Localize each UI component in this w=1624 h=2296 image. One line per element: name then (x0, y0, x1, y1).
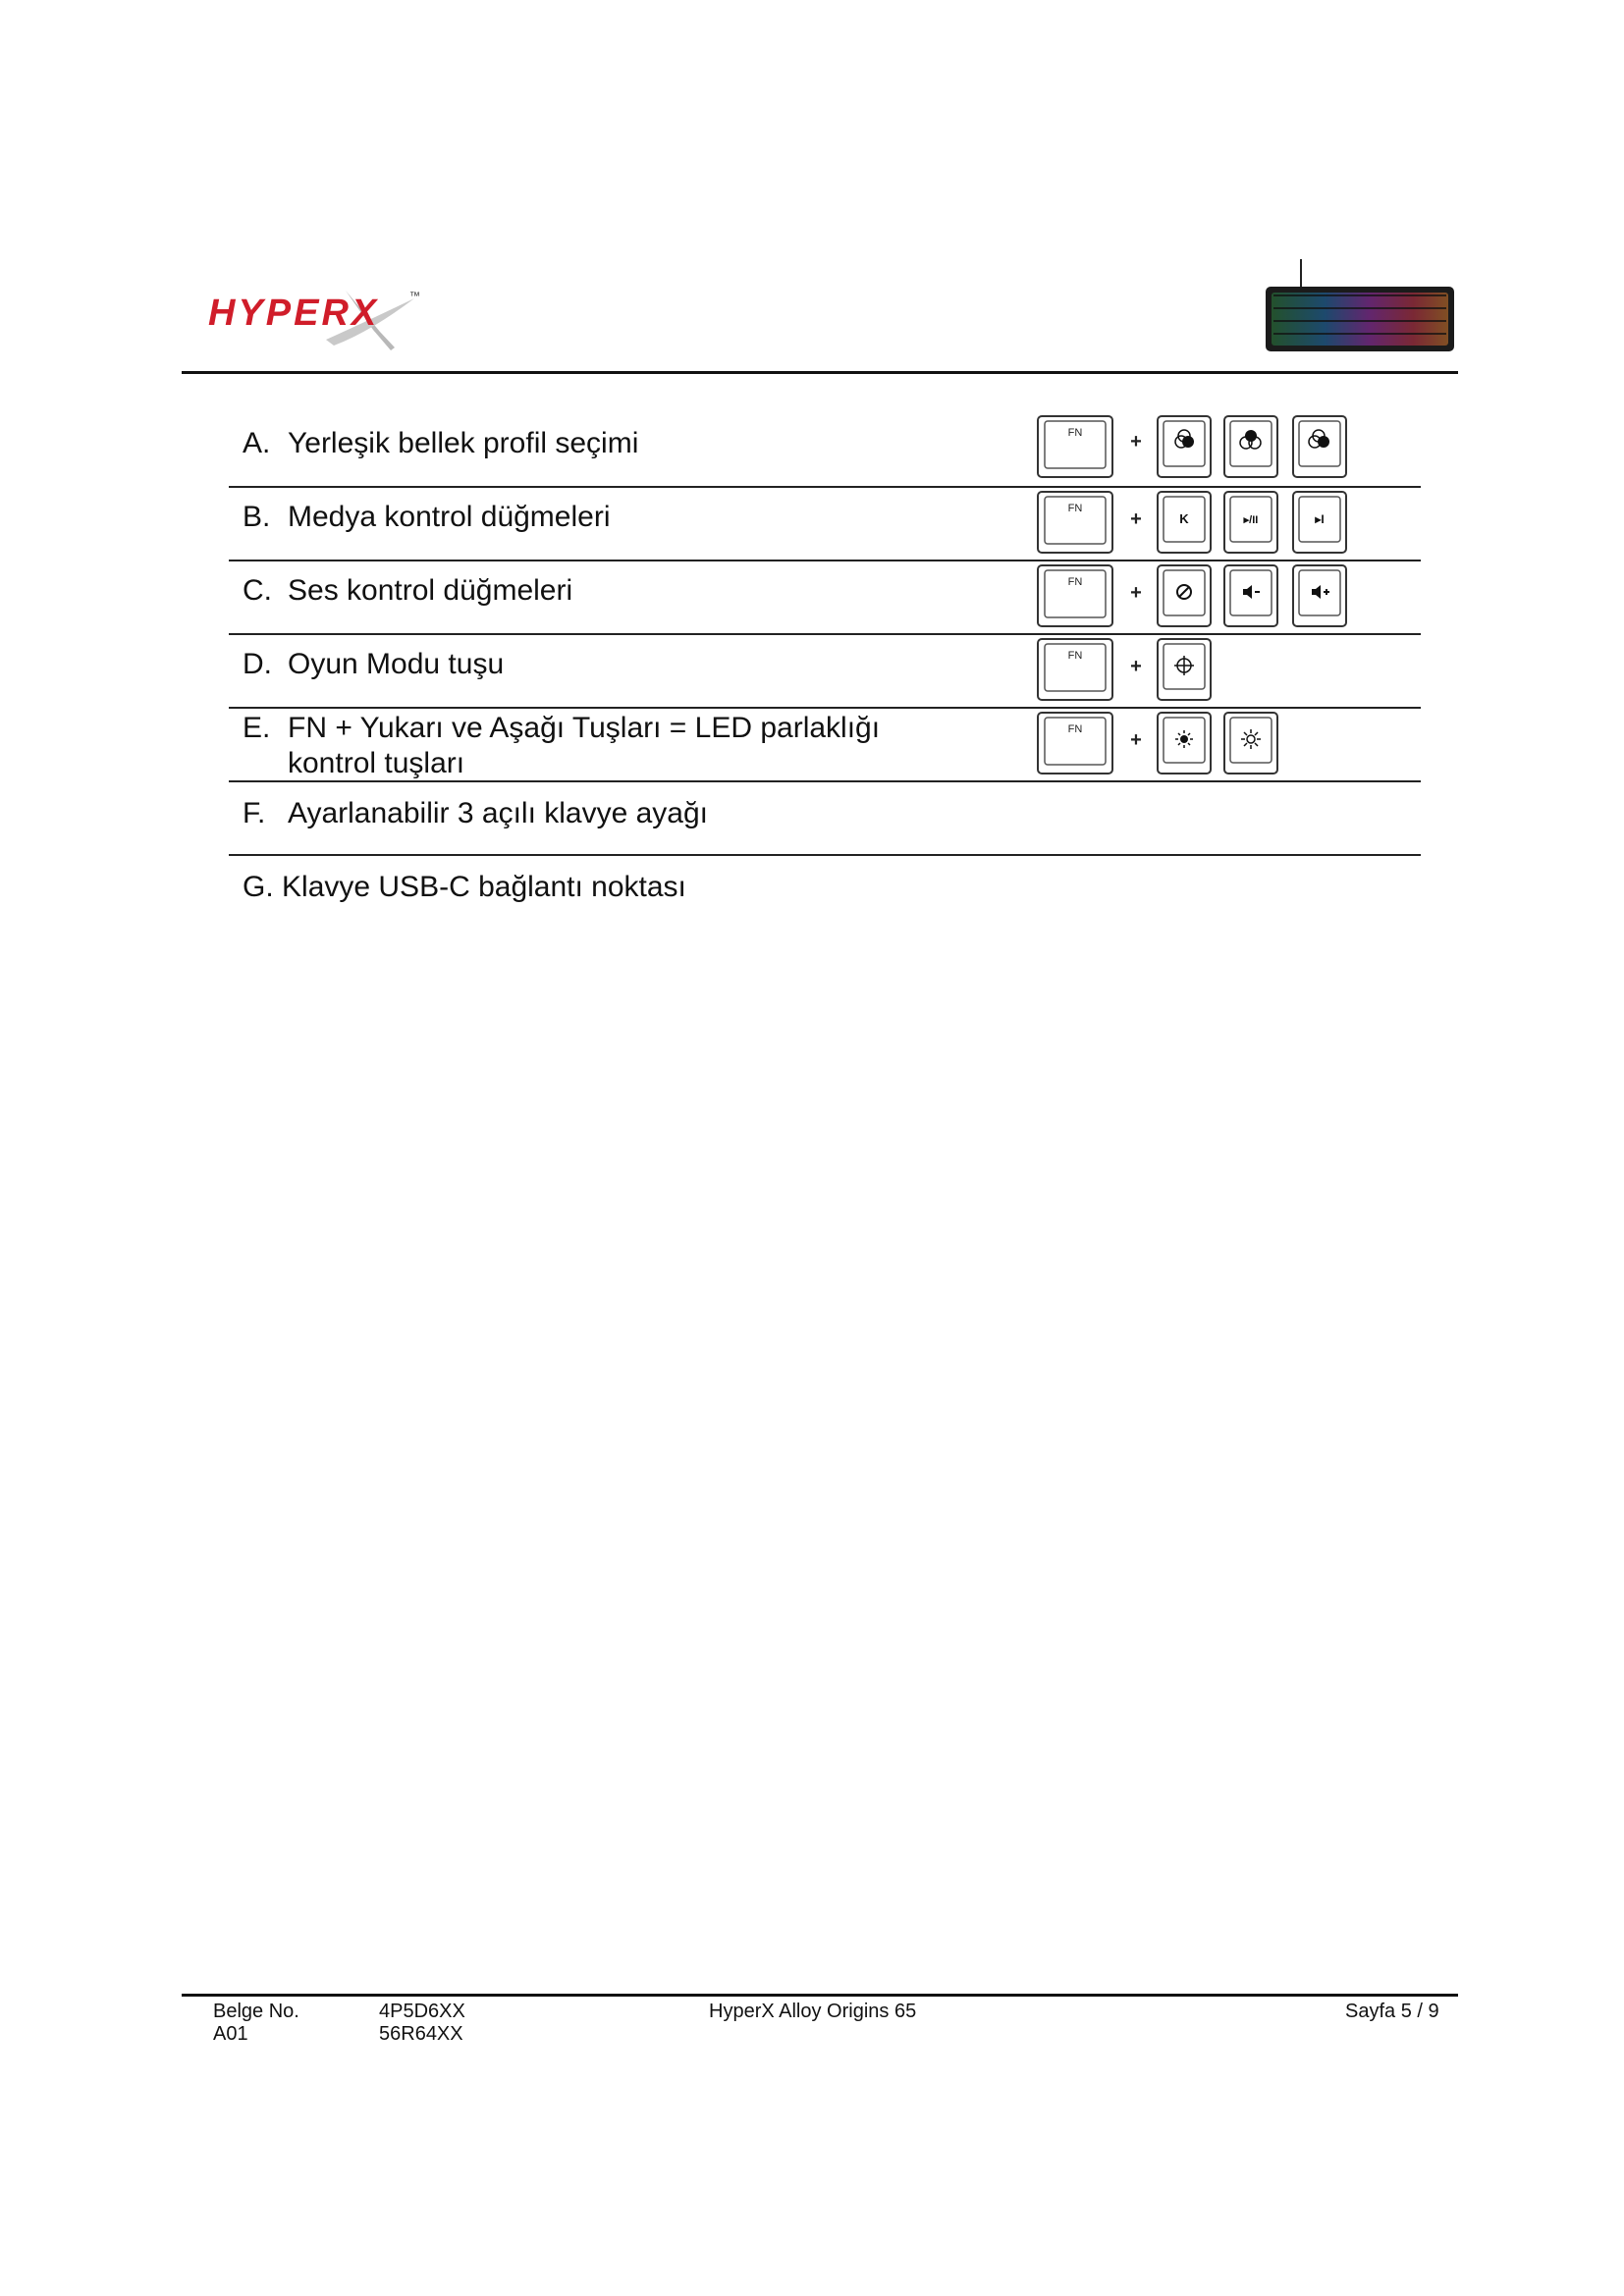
fn-key-icon (1038, 639, 1112, 700)
game-mode-icon (1158, 639, 1211, 700)
play-pause-label: ▸/II (1243, 514, 1259, 526)
volume-up-icon (1293, 565, 1346, 626)
next-label: ▸I (1315, 512, 1325, 526)
next-track-icon (1293, 492, 1346, 553)
item-text: Oyun Modu tuşu (288, 648, 505, 680)
list-item-d (229, 635, 1421, 709)
fn-label: FN (1067, 503, 1083, 514)
profile-1-icon (1158, 416, 1211, 477)
hyperx-logo (208, 283, 434, 361)
item-label (243, 647, 504, 682)
plus-icon: + (1130, 582, 1142, 604)
fn-key-icon (1038, 565, 1112, 626)
item-letter: C. (243, 574, 272, 607)
list-item-c (229, 561, 1421, 635)
list-item-e (229, 709, 1421, 782)
fn-label: FN (1067, 650, 1083, 662)
fn-key-icon (1038, 416, 1112, 477)
item-text-line-2: kontrol tuşları (288, 747, 465, 779)
fn-key-icon (1038, 492, 1112, 553)
item-label (243, 573, 572, 609)
key-combo-a (1036, 414, 1389, 488)
list-item-b (229, 488, 1421, 561)
footer-product: HyperX Alloy Origins 65 (709, 2001, 917, 2022)
item-letter: G. (243, 871, 274, 903)
item-letter: A. (243, 427, 271, 459)
mute-icon (1158, 565, 1211, 626)
brightness-down-icon (1158, 713, 1211, 774)
logo-wordmark: HYPERX (208, 293, 380, 334)
fn-label: FN (1067, 723, 1083, 735)
item-text: Medya kontrol düğmeleri (288, 501, 611, 533)
item-letter: F. (243, 797, 266, 829)
doc-no-label: Belge No. (213, 2001, 299, 2022)
item-letter: D. (243, 648, 272, 680)
item-label (243, 796, 708, 831)
item-text: Klavye USB-C bağlantı noktası (282, 871, 686, 903)
list-item-a (229, 414, 1421, 488)
item-text: FN + Yukarı ve Aşağı Tuşları = LED parlaklığı (288, 712, 881, 744)
plus-icon: + (1130, 508, 1142, 530)
profile-2-icon (1224, 416, 1277, 477)
previous-track-icon (1158, 492, 1211, 553)
fn-key-icon (1038, 713, 1112, 774)
logo-trademark: ™ (409, 291, 420, 302)
brightness-up-icon (1224, 713, 1277, 774)
item-label (243, 500, 611, 535)
fn-label: FN (1067, 427, 1083, 439)
plus-icon: + (1130, 656, 1142, 677)
key-combo-e (1036, 709, 1330, 782)
revision: A01 (213, 2023, 248, 2045)
item-label (243, 426, 638, 461)
previous-label: K (1179, 511, 1189, 526)
plus-icon: + (1130, 729, 1142, 751)
doc-code-2: 56R64XX (379, 2023, 463, 2045)
doc-code-1: 4P5D6XX (379, 2001, 465, 2022)
play-pause-icon (1224, 492, 1277, 553)
item-text: Ayarlanabilir 3 açılı klavye ayağı (288, 797, 708, 829)
item-label (243, 711, 880, 781)
footer-doc-codes (379, 2001, 465, 2046)
footer-doc-info (213, 2001, 299, 2046)
item-text: Yerleşik bellek profil seçimi (288, 427, 639, 459)
item-letter: B. (243, 501, 271, 533)
key-combo-d (1036, 635, 1291, 709)
list-item-g (229, 856, 1421, 930)
profile-3-icon (1293, 416, 1346, 477)
item-text: Ses kontrol düğmeleri (288, 574, 573, 607)
fn-label: FN (1067, 576, 1083, 588)
header-divider (182, 371, 1458, 374)
keyboard-image (1262, 257, 1458, 355)
footer-page-number: Sayfa 5 / 9 (1345, 2001, 1439, 2022)
item-letter: E. (243, 712, 271, 744)
plus-icon: + (1130, 431, 1142, 453)
key-combo-b (1036, 488, 1389, 561)
list-item-f (229, 782, 1421, 856)
key-combo-c (1036, 561, 1389, 635)
volume-down-icon (1224, 565, 1277, 626)
item-label (243, 870, 686, 905)
footer-divider (182, 1994, 1458, 1997)
